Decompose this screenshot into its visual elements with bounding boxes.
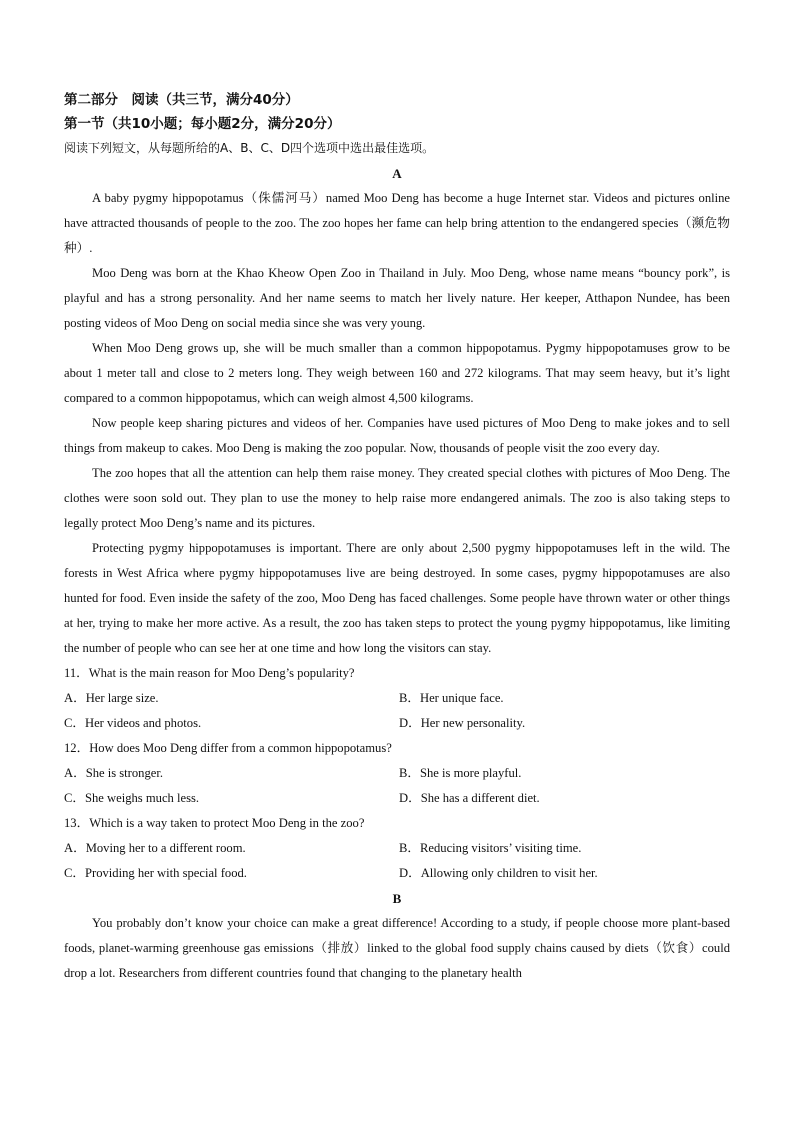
question-12-options-row	[64, 761, 730, 786]
section-title: 第一节（共10小题；每小题2分，满分20分）	[64, 116, 341, 132]
passage-a-paragraph: When Moo Deng grows up, she will be much smaller than a common hippopotamus. Pygmy hippopotamuses grow to be about 1 meter tall and close to 2 meters long. They weigh between 160 and 272 kilograms. That may seem heavy, but it’s light compared to a common hippopotamus, which can weigh almost 4,500 kilograms.	[64, 341, 730, 405]
exam-page	[64, 88, 730, 986]
passage-b-paragraph: You probably don’t know your choice can make a great difference! According to a study, if people choose more plant-based foods, planet-warming greenhouse gas emissions（排放）linked to the global food supply chains caused by diets（饮食）could drop a lot. Researchers from different countries found that changing to the planetary health	[64, 916, 730, 980]
instructions: 阅读下列短文，从每题所给的A、B、C、D四个选项中选出最佳选项。	[64, 141, 435, 155]
option-a: A．She is stronger.	[64, 766, 163, 780]
question-11-options-row	[64, 711, 730, 736]
option-c: C．She weighs much less.	[64, 791, 200, 805]
passage-b-label: B	[392, 891, 402, 906]
passage-a-paragraph: A baby pygmy hippopotamus（侏儒河马）named Moo Deng has become a huge Internet star. Videos and pictures online have attracted thousands of people to the zoo. The zoo hopes her fame can help bring attention to the endangered species（濒危物种）.	[64, 191, 730, 255]
option-c: C．Providing her with special food.	[64, 866, 247, 880]
question-11-stem: 11．What is the main reason for Moo Deng’s popularity?	[64, 666, 355, 680]
passage-a-paragraph: The zoo hopes that all the attention can help them raise money. They created special clothes with pictures of Moo Deng. The clothes were soon sold out. They plan to use the money to help raise more endangered animals. The zoo is also taking steps to legally protect Moo Deng’s name and its pictures.	[64, 466, 730, 530]
question-13-options-row	[64, 836, 730, 861]
question-12-options-row	[64, 786, 730, 811]
question-13-options-row	[64, 861, 730, 886]
option-a: A．Her large size.	[64, 691, 159, 705]
option-a: A．Moving her to a different room.	[64, 841, 246, 855]
passage-a-paragraph: Protecting pygmy hippopotamuses is important. There are only about 2,500 pygmy hippopotamuses left in the wild. The forests in West Africa where pygmy hippopotamuses live are being destroyed. In some cases, pygmy hippopotamuses are also hunted for food. Even inside the safety of the zoo, Moo Deng has faced challenges. Some people have thrown water or other things at her, trying to make her more active. As a result, the zoo has taken steps to protect the young pygmy hippopotamus, like limiting the number of people who can see her at one time and how long the visitors can stay.	[64, 541, 730, 655]
passage-a-label: A	[392, 166, 402, 181]
option-d: D．Her new personality.	[399, 716, 526, 730]
question-12-stem: 12．How does Moo Deng differ from a common hippopotamus?	[64, 741, 392, 755]
option-d: D．Allowing only children to visit her.	[399, 866, 598, 880]
option-c: C．Her videos and photos.	[64, 716, 202, 730]
part-title: 第二部分 阅读（共三节，满分40分）	[64, 92, 299, 108]
passage-a-paragraph: Now people keep sharing pictures and videos of her. Companies have used pictures of Moo Deng to make jokes and to sell things from makeup to cakes. Moo Deng is making the zoo popular. Now, thousands of people visit the zoo every day.	[64, 416, 730, 455]
passage-a-paragraph: Moo Deng was born at the Khao Kheow Open Zoo in Thailand in July. Moo Deng, whose name means “bouncy pork”, is playful and has a strong personality. And her name seems to match her lively nature. Her keeper, Atthapon Nundee, has been posting videos of Moo Deng on social media since she was very young.	[64, 266, 730, 330]
question-11-options-row	[64, 686, 730, 711]
option-b: B．Her unique face.	[399, 691, 504, 705]
option-d: D．She has a different diet.	[399, 791, 540, 805]
question-13-stem: 13．Which is a way taken to protect Moo Deng in the zoo?	[64, 816, 365, 830]
option-b: B．She is more playful.	[399, 766, 522, 780]
option-b: B．Reducing visitors’ visiting time.	[399, 841, 582, 855]
